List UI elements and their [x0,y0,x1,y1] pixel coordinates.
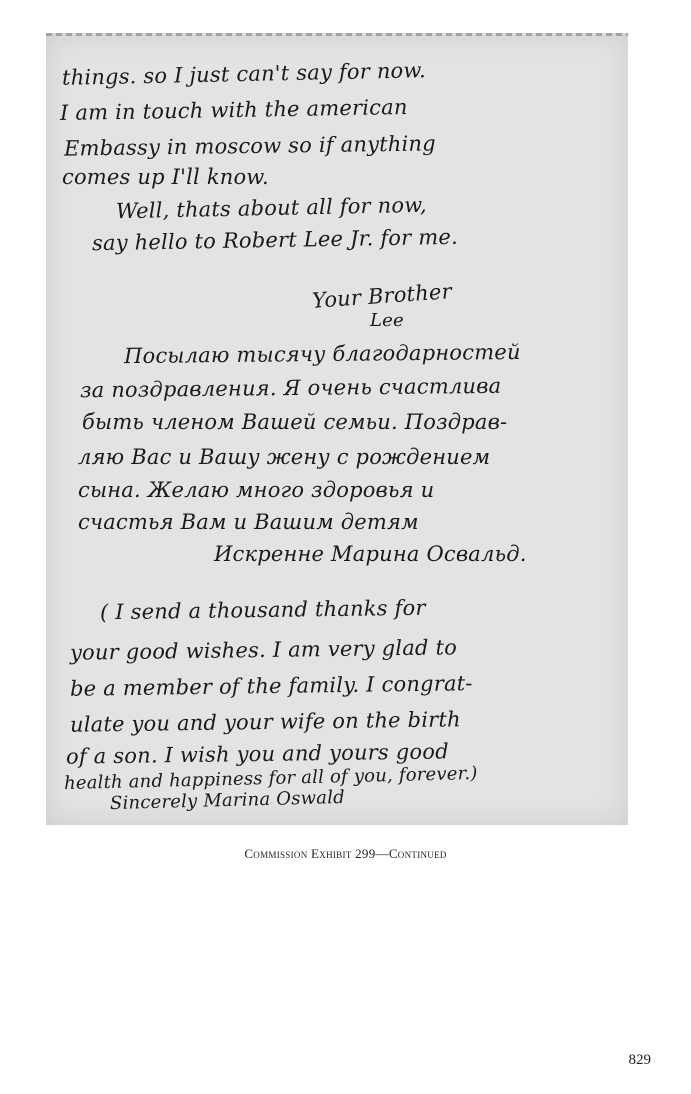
letter-line: Well, thats about all for now, [115,192,428,224]
russian-line: Посылаю тысячу благодарностей [123,339,521,369]
letter-line: comes up I'll know. [62,165,269,189]
russian-line: ляю Вас и Вашу жену с рождением [78,445,491,469]
translation-signature: Sincerely Marina Oswald [109,786,346,815]
page-number: 829 [628,1052,651,1068]
letter-line: Embassy in moscow so if anything [63,131,436,161]
translation-line: ( I send a thousand thanks for [99,595,426,625]
scan-top-edge [46,33,628,36]
letter-signature: Lee [370,310,404,331]
russian-line: сына. Желаю много здоровья и [78,478,435,502]
letter-line: things. so I just can't say for now. [61,58,427,90]
russian-line: счастья Вам и Вашим детям [78,510,419,534]
letter-line: say hello to Robert Lee Jr. for me. [91,224,459,256]
russian-signature: Искренне Марина Освальд. [214,542,527,566]
letter-closing: Your Brother [311,279,453,313]
translation-line: be a member of the family. I congrat- [69,671,473,701]
russian-line: за поздравления. Я очень счастлива [79,373,502,403]
translation-line: your good wishes. I am very glad to [69,635,458,665]
translation-line: of a son. I wish you and yours good [65,739,449,769]
translation-line: ulate you and your wife on the birth [69,707,461,737]
translation-line: health and happiness for all of you, forever.) [63,762,478,795]
russian-line: быть членом Вашей семьи. Поздрав- [82,410,508,434]
letter-line: I am in touch with the american [59,94,408,126]
exhibit-caption: Commission Exhibit 299—Continued [244,846,447,861]
